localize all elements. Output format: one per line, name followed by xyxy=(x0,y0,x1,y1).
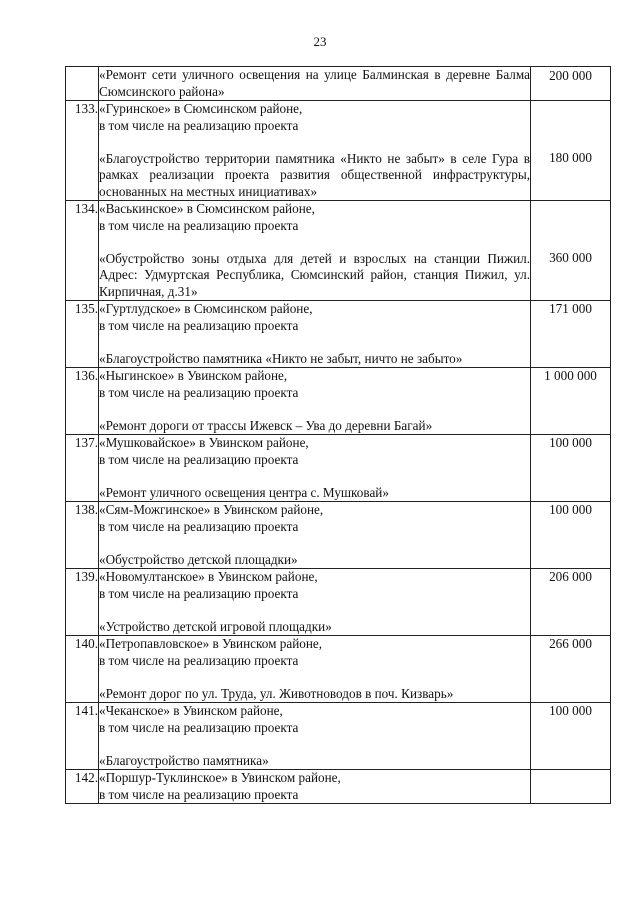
municipality-name: «Петропавловское» в Увинском районе, xyxy=(99,636,323,651)
row-amount xyxy=(531,770,611,804)
municipality-note: в том числе на реализацию проекта xyxy=(99,451,299,467)
row-spacer xyxy=(99,602,530,619)
row-description xyxy=(99,435,531,502)
row-number: 141. xyxy=(66,703,99,770)
row-number: 134. xyxy=(66,201,99,301)
row-number: 140. xyxy=(66,636,99,703)
municipality-note: в том числе на реализацию проекта xyxy=(99,117,299,133)
row-amount: 206 000 xyxy=(531,569,611,636)
municipality-name: «Чеканское» в Увинском районе, xyxy=(99,703,283,718)
project-title: «Благоустройство памятника «Никто не забыт, ничто не забыто» xyxy=(99,350,463,366)
row-description xyxy=(99,67,531,101)
table-row xyxy=(66,636,611,703)
municipality-name: «Мушковайское» в Увинском районе, xyxy=(99,435,309,450)
municipality-note: в том числе на реализацию проекта xyxy=(99,719,299,735)
municipality-note: в том числе на реализацию проекта xyxy=(99,518,299,534)
municipality-note: в том числе на реализацию проекта xyxy=(99,652,299,668)
row-amount: 100 000 xyxy=(531,703,611,770)
row-number: 138. xyxy=(66,502,99,569)
municipality-name: «Новомултанское» в Увинском районе, xyxy=(99,569,318,584)
row-number xyxy=(66,67,99,101)
municipality-name: «Васькинское» в Сюмсинском районе, xyxy=(99,201,315,216)
table-row xyxy=(66,101,611,201)
row-spacer xyxy=(99,234,530,251)
row-spacer xyxy=(99,736,530,753)
project-title: «Ремонт дорог по ул. Труда, ул. Животноводов в поч. Кизварь» xyxy=(99,685,454,701)
table-row xyxy=(66,770,611,804)
row-number: 136. xyxy=(66,368,99,435)
project-title: «Благоустройство территории памятника «Никто не забыт» в селе Гура в рамках реализации проекта развития общественной инфраструктуры, основанных на местных инициативах» xyxy=(99,150,530,199)
row-amount: 171 000 xyxy=(531,301,611,368)
row-amount: 100 000 xyxy=(531,435,611,502)
row-amount: 266 000 xyxy=(531,636,611,703)
municipality-name: «Гуринское» в Сюмсинском районе, xyxy=(99,101,303,116)
row-description xyxy=(99,201,531,301)
row-amount: 100 000 xyxy=(531,502,611,569)
project-title: «Устройство детской игровой площадки» xyxy=(99,618,332,634)
row-number: 139. xyxy=(66,569,99,636)
table-row xyxy=(66,201,611,301)
table-row xyxy=(66,301,611,368)
page-number: 23 xyxy=(313,34,327,49)
project-title: «Обустройство зоны отдыха для детей и взрослых на станции Пижил. Адрес: Удмуртская Республика, Сюмсинский район, станция Пижил, ул. Кирпичная, д.31» xyxy=(99,250,530,299)
municipality-name: «Поршур-Туклинское» в Увинском районе, xyxy=(99,770,341,785)
row-amount: 200 000 xyxy=(531,67,611,101)
funding-table xyxy=(65,66,611,804)
project-title: «Ремонт уличного освещения центра с. Мушковай» xyxy=(99,484,389,500)
municipality-note: в том числе на реализацию проекта xyxy=(99,786,299,802)
row-amount: 360 000 xyxy=(531,201,611,301)
table-row xyxy=(66,67,611,101)
table-row xyxy=(66,435,611,502)
row-description xyxy=(99,101,531,201)
row-number: 133. xyxy=(66,101,99,201)
row-description xyxy=(99,569,531,636)
municipality-name: «Сям-Можгинское» в Увинском районе, xyxy=(99,502,324,517)
project-title: «Ремонт дороги от трассы Ижевск – Ува до деревни Багай» xyxy=(99,417,433,433)
table-row xyxy=(66,502,611,569)
table-row xyxy=(66,703,611,770)
row-description xyxy=(99,770,531,804)
row-number: 137. xyxy=(66,435,99,502)
row-amount: 180 000 xyxy=(531,101,611,201)
row-description xyxy=(99,368,531,435)
row-description xyxy=(99,636,531,703)
municipality-note: в том числе на реализацию проекта xyxy=(99,217,299,233)
row-spacer xyxy=(99,134,530,151)
row-description xyxy=(99,502,531,569)
table-row xyxy=(66,368,611,435)
project-title: «Обустройство детской площадки» xyxy=(99,551,298,567)
row-amount: 1 000 000 xyxy=(531,368,611,435)
municipality-note: в том числе на реализацию проекта xyxy=(99,585,299,601)
municipality-note: в том числе на реализацию проекта xyxy=(99,384,299,400)
row-spacer xyxy=(99,401,530,418)
row-number: 135. xyxy=(66,301,99,368)
municipality-note: в том числе на реализацию проекта xyxy=(99,317,299,333)
project-title: «Ремонт сети уличного освещения на улице Балминская в деревне Балма Сюмсинского района» xyxy=(99,67,530,99)
table-row xyxy=(66,569,611,636)
row-spacer xyxy=(99,468,530,485)
row-description xyxy=(99,703,531,770)
row-spacer xyxy=(99,334,530,351)
row-spacer xyxy=(99,535,530,552)
row-description xyxy=(99,301,531,368)
project-title: «Благоустройство памятника» xyxy=(99,752,269,768)
row-spacer xyxy=(99,669,530,686)
municipality-name: «Гуртлудское» в Сюмсинском районе, xyxy=(99,301,313,316)
row-number: 142. xyxy=(66,770,99,804)
municipality-name: «Ныгинское» в Увинском районе, xyxy=(99,368,288,383)
